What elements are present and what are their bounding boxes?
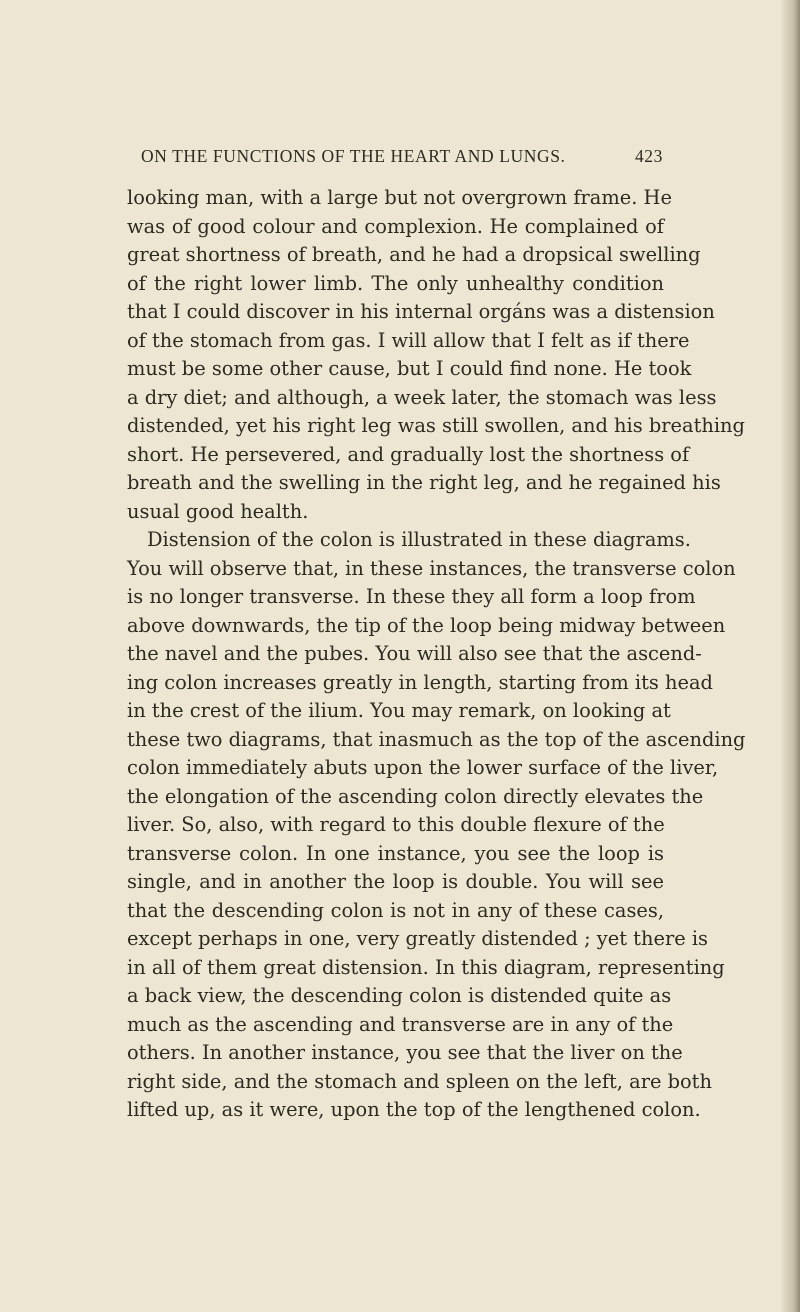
text-line: colon immediately abuts upon the lower surface of the liver, (127, 756, 719, 779)
text-line: these two diagrams, that inasmuch as the top of the ascending (127, 727, 746, 751)
page-number: 423 (634, 146, 663, 166)
text-line: in all of them great distension. In this diagram, representing (127, 955, 725, 979)
text-line: of the stomach from gas. I will allow that I felt as if there (127, 328, 690, 352)
paragraph-2 (127, 526, 746, 1125)
text-line: distended, yet his right leg was still swollen, and his breathing (127, 414, 745, 437)
text-line: breath and the swelling in the right leg, and he regained his (127, 471, 721, 494)
running-title: ON THE FUNCTIONS OF THE HEART AND LUNGS. (141, 146, 566, 166)
body-text (127, 184, 746, 1125)
text-line: the navel and the pubes. You will also see that the ascend- (127, 642, 702, 665)
text-line: that the descending colon is not in any of these cases, (127, 898, 664, 922)
text-line: the elongation of the ascending colon directly elevates the (127, 784, 704, 808)
page-edge-shadow (780, 0, 800, 1312)
text-line: liver. So, also, with regard to this double flexure of the (127, 813, 665, 836)
text-line: that I could discover in his internal orgáns was a distension (127, 300, 715, 323)
text-line: lifted up, as it were, upon the top of the lengthened colon. (127, 1098, 701, 1121)
text-line: usual good health. (127, 499, 309, 523)
text-line: single, and in another the loop is double. You will see (127, 870, 664, 893)
text-line: in the crest of the ilium. You may remark, on looking at (127, 699, 671, 722)
text-line: ing colon increases greatly in length, starting from its head (127, 670, 713, 694)
text-line: short. He persevered, and gradually lost the shortness of (127, 442, 690, 466)
text-line: above downwards, the tip of the loop being midway between (127, 613, 726, 637)
text-line: a dry diet; and although, a week later, the stomach was less (127, 385, 717, 409)
text-line: except perhaps in one, very greatly distended ; yet there is (127, 927, 708, 950)
text-line: much as the ascending and transverse are in any of the (127, 1012, 674, 1036)
text-line: others. In another instance, you see that the liver on the (127, 1041, 683, 1064)
text-line: of the right lower limb. The only unhealthy condition (127, 271, 664, 295)
text-line: is no longer transverse. In these they all form a loop from (127, 585, 696, 608)
text-line: right side, and the stomach and spleen on the left, are both (127, 1069, 712, 1093)
text-line: must be some other cause, but I could find none. He took (127, 357, 692, 380)
text-line: looking man, with a large but not overgrown frame. He (127, 186, 672, 209)
text-line: was of good colour and complexion. He complained of (127, 214, 664, 238)
text-line: great shortness of breath, and he had a dropsical swelling (127, 243, 701, 266)
text-line: a back view, the descending colon is distended quite as (127, 984, 672, 1007)
text-line: You will observe that, in these instances, the transverse colon (127, 556, 736, 580)
paragraph-1 (127, 184, 745, 526)
text-line: Distension of the colon is illustrated in these diagrams. (147, 528, 691, 551)
running-head (141, 146, 663, 167)
text-line: transverse colon. In one instance, you see the loop is (127, 841, 664, 865)
